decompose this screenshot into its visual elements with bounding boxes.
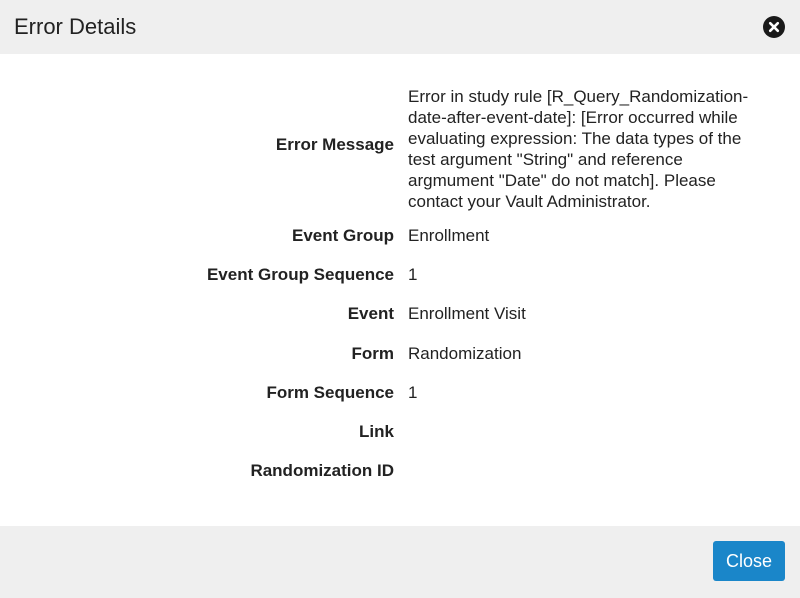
field-value: 1 [408, 265, 418, 284]
field-label: Form [351, 344, 394, 363]
dialog-title: Error Details [14, 14, 137, 39]
dialog-header [0, 0, 800, 54]
field-label: Form Sequence [266, 383, 394, 402]
field-value: Randomization [408, 344, 522, 363]
close-button[interactable]: Close [713, 541, 785, 581]
field-value: 1 [408, 383, 418, 402]
close-icon[interactable] [763, 16, 785, 38]
dialog-body [0, 54, 800, 526]
field-label: Randomization ID [250, 461, 394, 480]
dialog-footer [0, 526, 800, 598]
field-label: Event Group Sequence [206, 265, 394, 284]
field-value: Enrollment Visit [408, 304, 526, 323]
field-label: Event [347, 304, 394, 323]
field-value: Enrollment [408, 226, 490, 245]
field-label: Link [359, 422, 394, 441]
field-label: Error Message [275, 135, 394, 154]
field-label: Event Group [291, 226, 394, 245]
field-value-error-message: Error in study rule [R_Query_Randomization-date-after-event-date]: [Error occurred while evaluating expression: The data types of the test argument "String" and reference argmument "Date" do not match]. Please contact your Vault Administrator. [408, 87, 749, 211]
